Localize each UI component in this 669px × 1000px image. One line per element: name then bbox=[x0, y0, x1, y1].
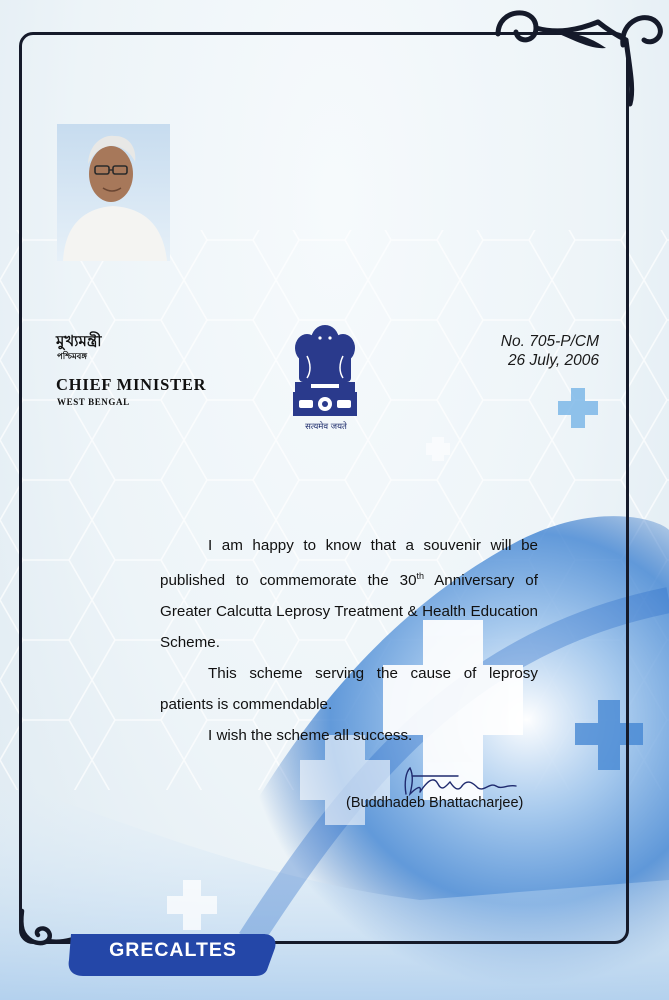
message-paragraph-3: I wish the scheme all success. bbox=[208, 727, 413, 745]
letterhead-title: CHIEF MINISTER bbox=[56, 375, 207, 394]
letterhead-subtitle: WEST BENGAL bbox=[57, 397, 130, 407]
message-text: Anniversary of Greater Calcutta Leprosy Treatment & Health Education Scheme. bbox=[160, 572, 538, 652]
portrait-photo bbox=[57, 124, 170, 261]
flourish-top-right-icon bbox=[488, 0, 669, 110]
message-body bbox=[160, 530, 538, 751]
signatory-name: (Buddhadeb Bhattacharjee) bbox=[346, 795, 524, 811]
message-text: I am happy to know that a souvenir will be published to commemorate the 30 bbox=[160, 537, 538, 590]
reference-date: 26 July, 2006 bbox=[507, 352, 599, 369]
portrait-image bbox=[57, 124, 170, 261]
reference-block bbox=[501, 332, 599, 370]
title-bengali: মুখ্যমন্ত্রী bbox=[56, 332, 102, 350]
footer-badge-label: GRECALTES bbox=[109, 939, 237, 961]
emblem-motto: सत्यमेव जयते bbox=[305, 422, 347, 432]
message-paragraph-2: This scheme serving the cause of leprosy patients is commendable. bbox=[160, 665, 538, 714]
reference-number: No. 705-P/CM bbox=[500, 333, 599, 350]
subtitle-bengali: পশ্চিমবঙ্গ bbox=[57, 352, 88, 362]
national-emblem-icon bbox=[289, 318, 361, 422]
ordinal-suffix: th bbox=[416, 571, 425, 581]
message-paragraph-1 bbox=[160, 530, 538, 658]
